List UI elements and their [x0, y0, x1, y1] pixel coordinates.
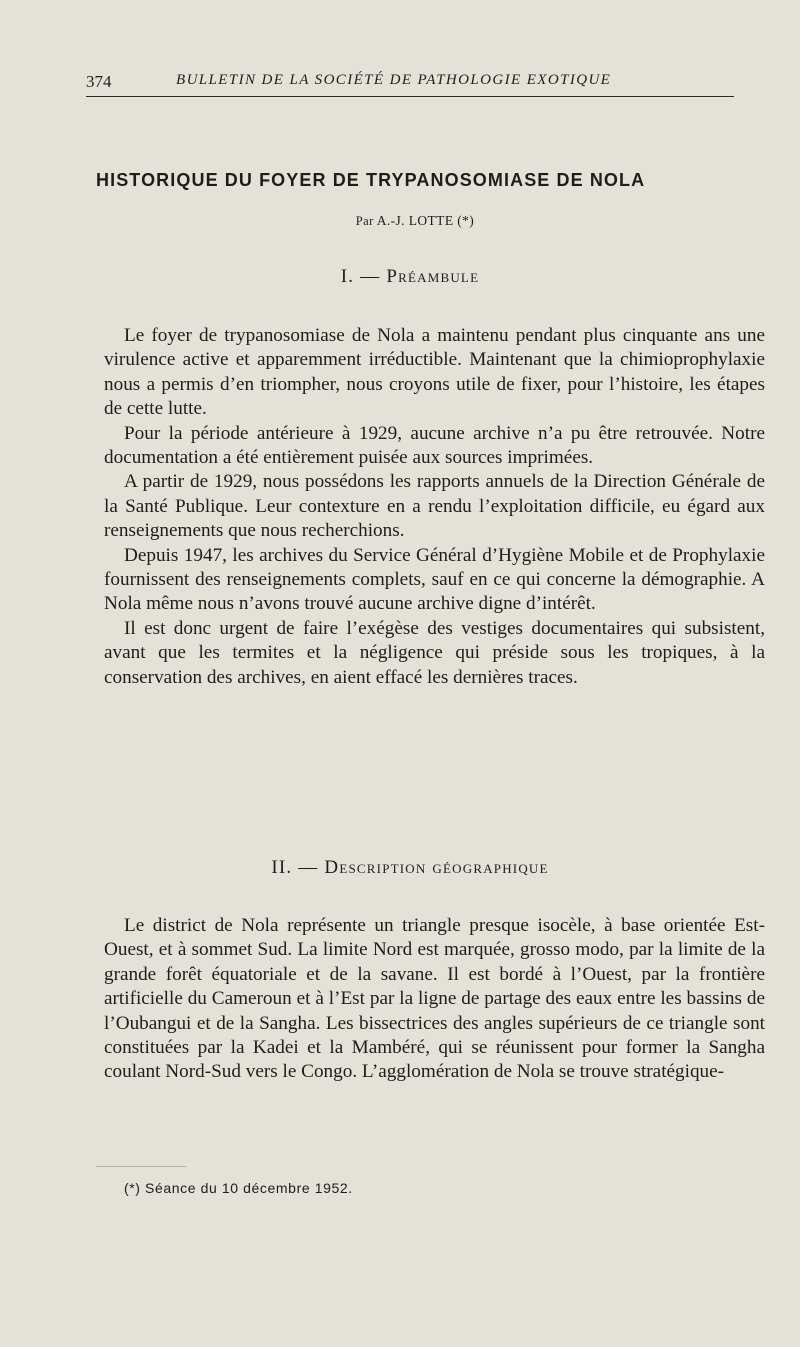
footnote-divider [96, 1166, 186, 1167]
paragraph: Pour la période antérieure à 1929, aucune archive n’a pu être retrouvée. Notre documentation a été entièrement puisée aux sources imprimées. [104, 422, 765, 469]
paragraph: Il est donc urgent de faire l’exégèse des vestiges documentaires qui subsistent, avant que les termites et la négligence qui préside sous les tropiques, à la conservation des archives, en aient effacé les dernières traces. [104, 617, 765, 688]
page-number: 374 [86, 72, 112, 91]
author-name: A.-J. LOTTE [376, 213, 454, 228]
paragraph: Le district de Nola représente un triangle presque isocèle, à base orientée Est-Ouest, et à sommet Sud. La limite Nord est marquée, grosso modo, par la limite de la grande forêt équatoriale et de la savane. Il est bordé à l’Ouest, par la frontière artificielle du Cameroun et à l’Est par la ligne de partage des eaux entre les bassins de l’Oubangui et de la Sangha. Les bissectrices des angles supérieurs de ce triangle sont constituées par la Kadei et la Mambéré, qui se réunissent pour former la Sangha coulant Nord-Sud vers le Congo. L’agglomération de Nola se trouve stratégique- [104, 915, 765, 1083]
section-body-preambule [104, 324, 765, 690]
journal-title: BULLETIN DE LA SOCIÉTÉ DE PATHOLOGIE EXOTIQUE [176, 72, 612, 88]
article-title: HISTORIQUE DU FOYER DE TRYPANOSOMIASE DE NOLA [96, 170, 646, 190]
article-byline [96, 213, 734, 229]
section-heading-description-geographique: II. — Description géographique [271, 857, 549, 878]
paragraph: Depuis 1947, les archives du Service Général d’Hygiène Mobile et de Prophylaxie fournissent des renseignements complets, sauf en ce qui concerne la démographie. A Nola même nous n’avons trouvé aucune archive digne d’intérêt. [104, 544, 765, 615]
footnote: (*) Séance du 10 décembre 1952. [124, 1180, 353, 1196]
paragraph: A partir de 1929, nous possédons les rapports annuels de la Direction Générale de la Santé Publique. Leur contexture en a rendu l’exploitation difficile, eu égard aux renseignements que nous recherchions. [104, 471, 765, 542]
paragraph: Le foyer de trypanosomiase de Nola a maintenu pendant plus cinquante ans une virulence active et apparemment irréductible. Maintenant que la chimioprophylaxie nous a permis d’en triompher, nous croyons utile de fixer, pour l’histoire, les étapes de cette lutte. [104, 325, 765, 420]
section-body-description-geographique [104, 914, 765, 1085]
byline-prefix: Par [355, 214, 374, 228]
footnote-marker: (*) [457, 213, 475, 228]
section-heading-preambule: I. — Préambule [340, 266, 480, 287]
running-header [86, 66, 734, 97]
